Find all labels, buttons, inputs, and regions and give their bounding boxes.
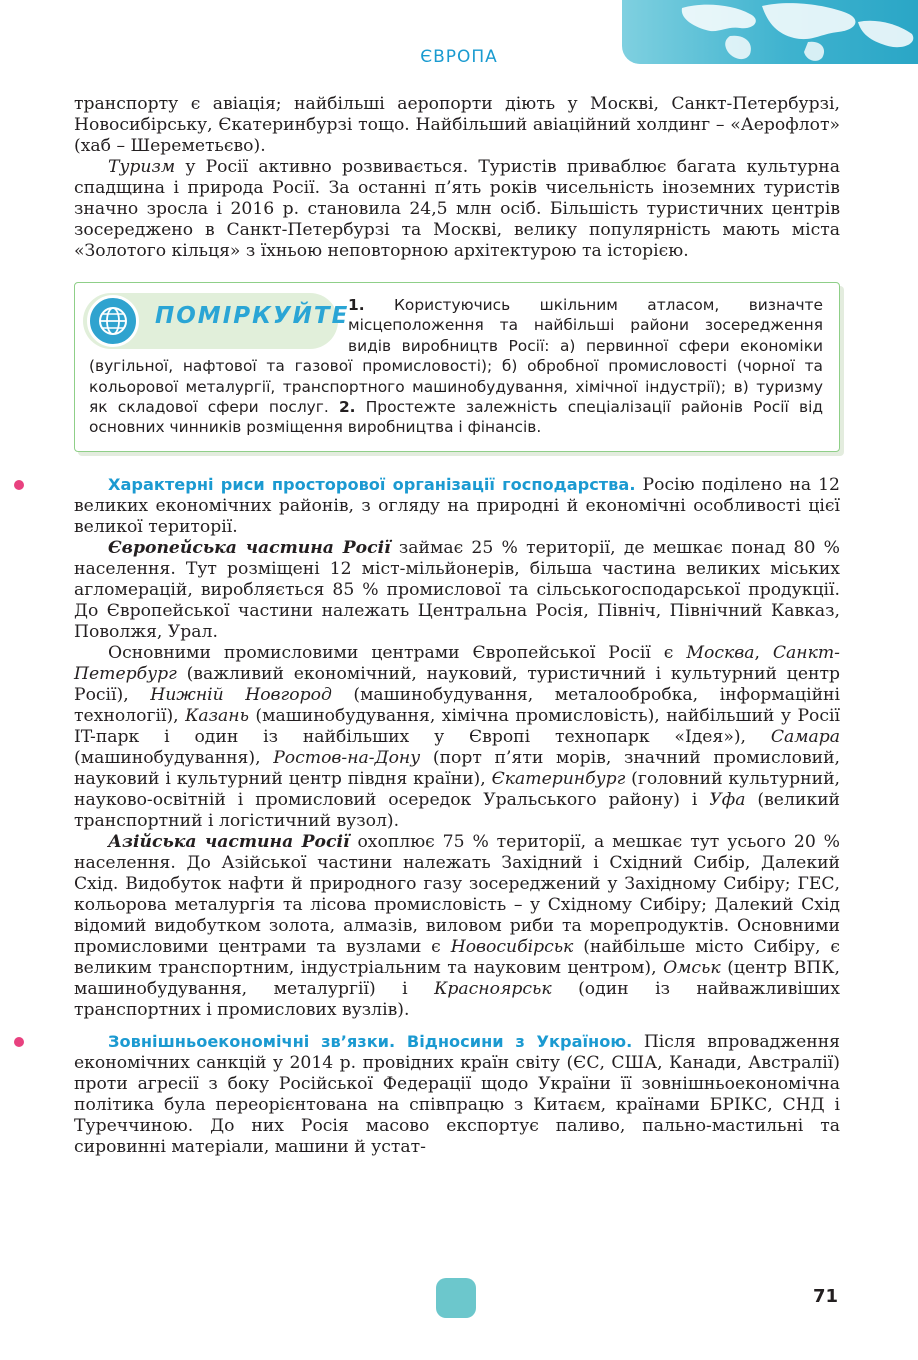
think-box — [74, 282, 840, 452]
page-tab-marker — [436, 1278, 476, 1318]
text-run: (найбільше місто Сибіру, є великим транспортним, індустріальним та науковим центром), — [74, 936, 841, 978]
think-title: ПОМІРКУЙТЕ — [155, 303, 350, 329]
section-spatial-organization-intro — [74, 474, 840, 538]
page-content — [74, 94, 840, 1158]
section-bullet-icon — [14, 1037, 24, 1047]
think-badge — [83, 293, 350, 349]
page-number: 71 — [812, 1286, 838, 1307]
term-tourism: Туризм — [108, 157, 176, 177]
city-name: Ростов-на-Дону — [273, 747, 421, 768]
paragraph-european-part-text: займає 25 % території, де мешкає понад 80 % населення. Тут розміщені 12 міст-мільйонерів, більша частина великих міських агломерацій, виробляється 85 % промислової та сільськогосподарської продукції. До Європейської частини належать Центральна Росія, Північ, Північний Кавказ, Поволжя, Урал. — [74, 537, 840, 642]
text-run: (машинобудування), — [74, 747, 274, 768]
task-number-1: 1. — [348, 296, 365, 314]
city-name: Казань — [185, 705, 249, 726]
text-run: охоплює 75 % території, а мешкає тут усього 20 % населення. До Азійської частини належать Західний і Східний Сибір, Далекий Схід. Видобуток нафти й природного газу зосереджений у Західному Сибіру; ГЕС, кольорова металургія та лісова промисловість – у Східному Сибіру; Далекий Схід відомий видобутком золота, алмазів, виловом риби та морепродуктів. Основними промисловими центрами та вузлами є — [74, 831, 840, 957]
term-asian-part: Азійська частина Росії — [108, 831, 350, 852]
paragraph-asian-part — [74, 832, 840, 1021]
city-name: Самара — [770, 726, 840, 747]
section-text: Росію поділено на 12 великих економічних районів, з огляду на природні й економічні особливості цієї великої території. — [74, 474, 840, 537]
section-foreign-relations — [74, 1031, 840, 1158]
section-title: Характерні риси просторової організації господарства. — [108, 474, 636, 494]
text-run: (великий транспортний і логістичний вузол). — [74, 789, 840, 831]
city-name: Омськ — [663, 957, 721, 978]
task-text-2: Простежте залежність спеціалізації районів Росії від основних чинників розміщення виробництва і фінансів. — [89, 398, 823, 437]
text-run: Основними промисловими центрами Європейської Росії є — [108, 642, 687, 663]
task-number-2: 2. — [338, 398, 356, 417]
term-european-part: Європейська частина Росії — [108, 537, 391, 558]
task-text-1: Користуючись шкільним атласом, визначте місцеположення та найбільші райони зосередження видів виробництв Росії: а) первинної сфери економіки (вугільної, нафтової та газової промисловості); б) обробної промисловості (чорної та кольорової металургії, транспортного машинобудування, хімічної індустрії); в) туризму як складової сфери послуг. — [89, 296, 823, 417]
text-run: (машинобудування, металообробка, інформаційні технології), — [74, 684, 840, 726]
city-name: Нижній Новгород — [150, 684, 332, 705]
running-header: ЄВРОПА — [420, 47, 498, 67]
city-name: Уфа — [709, 789, 746, 810]
city-name: Санкт-Петербург — [74, 642, 840, 684]
section-bullet-icon — [14, 480, 24, 490]
city-name: Єкатеринбург — [491, 768, 626, 789]
section-title: Зовнішньоекономічні зв’язки. Відносини з Україною. — [108, 1031, 633, 1051]
text-run: (машинобудування, хімічна промисловість), найбільший у Росії IT-парк і один із найбільших у Європі технопарк «Ідея»), — [74, 705, 840, 747]
section-spatial-organization — [74, 474, 840, 538]
paragraph-tourism — [74, 157, 840, 262]
text-run: , — [754, 642, 773, 663]
text-run: (один із найважливіших транспортних і промислових вузлів). — [74, 978, 840, 1020]
paragraph-aviation: транспорту є авіація; найбільші аеропорти діють у Москві, Санкт-Петербурзі, Новосибірську, Єкатеринбурзі тощо. Найбільший авіаційний холдинг – «Аерофлот» (хаб – Шереметьєво). — [74, 94, 840, 156]
text-run: (головний культурний, науково-освітній і промисловий осередок Уральського району) і — [74, 768, 840, 810]
city-name: Красноярськ — [434, 978, 552, 999]
text-run: (центр ВПК, машинобудування, металургії) і — [74, 957, 840, 999]
paragraph-european-part — [74, 538, 840, 643]
paragraph-tourism-text: у Росії активно розвивається. Туристів приваблює багата культурна спадщина і природа Росії. За останні п’ять років чисельність іноземних туристів значно зросла і 2016 р. становила 24,5 млн осіб. Більшість туристичних центрів зосереджено в Санкт-Петербурзі та Москві, велику популярність мають міста «Золотого кільця» з їхньою неповторною архітектурою та історією. — [74, 157, 840, 261]
text-run: (порт п’яти морів, значний промисловий, науковий і культурний центр півдня країни), — [74, 747, 840, 789]
globe-icon — [87, 295, 139, 347]
section-foreign-relations-text — [74, 1031, 840, 1158]
city-name: Москва — [686, 642, 755, 663]
paragraph-industrial-centers — [74, 643, 840, 832]
text-run: (важливий економічний, науковий, туристичний і культурний центр Росії), — [74, 663, 840, 705]
section-text: Після впровадження економічних санкцій у 2014 р. провідних країн світу (ЄС, США, Канади, Австралії) проти агресії з боку Російської Федерації щодо України її зовнішньоекономічна політика була переорієнтована на співпрацю з Китаєм, країнами БРІКС, СНД і Туреччиною. До них Росія масово експортує паливо, пально-мастильні та сировинні матеріали, машини й устат- — [74, 1031, 840, 1157]
city-name: Новосибірськ — [450, 936, 574, 957]
